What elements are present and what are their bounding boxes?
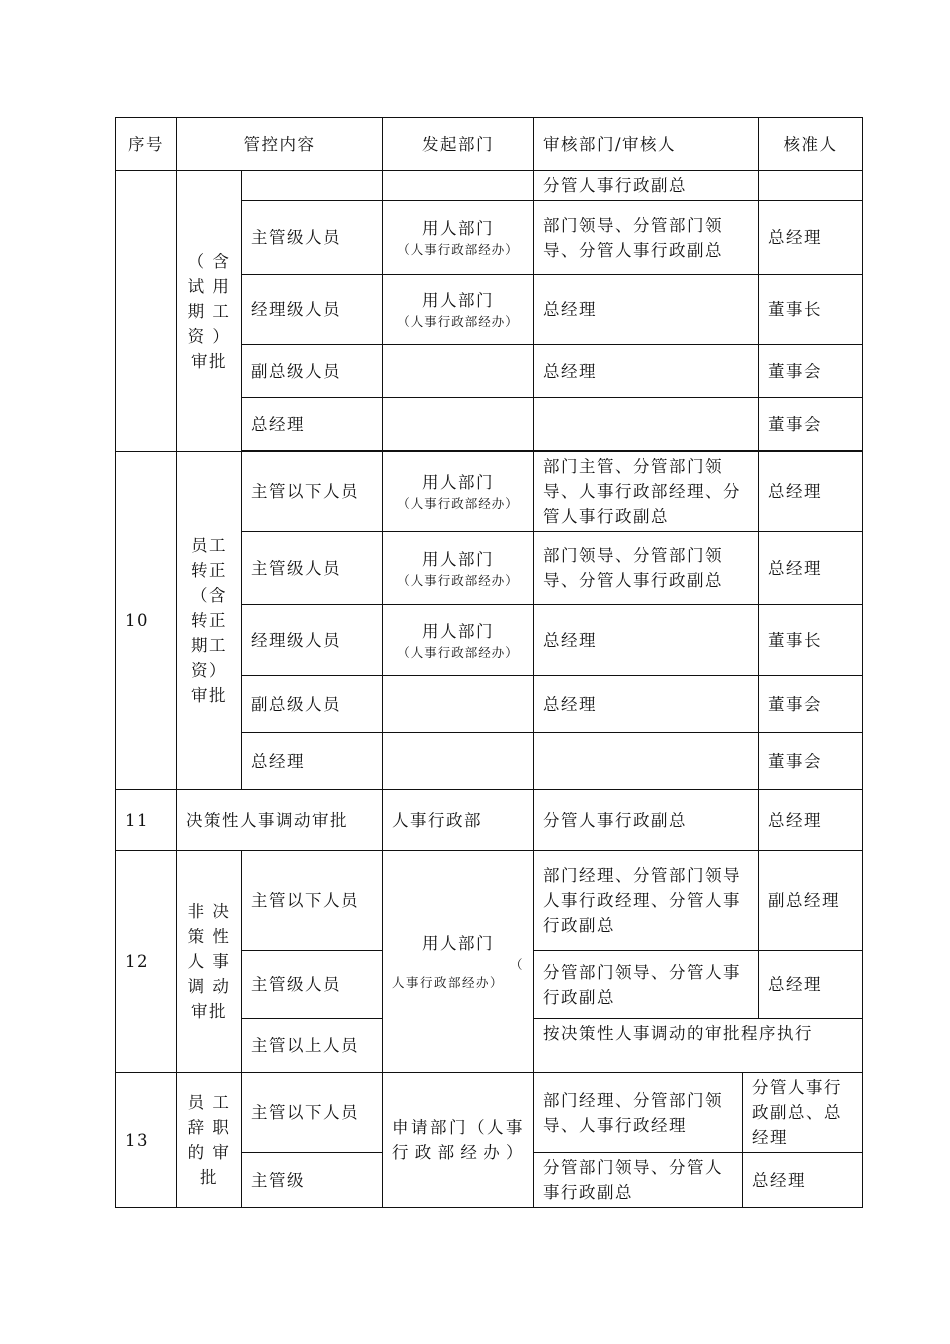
initiator-cell: 人事行政部 [383, 790, 534, 851]
initiator-cell [383, 733, 534, 790]
table-row [116, 1073, 863, 1153]
approver-cell: 总经理 [759, 532, 863, 605]
approver-cell: 总经理 [759, 201, 863, 275]
approver-cell: 董事会 [759, 733, 863, 790]
initiator-cell [383, 398, 534, 451]
seq-cell: 10 [116, 452, 177, 790]
reviewer-cell [534, 733, 759, 790]
table-row [116, 851, 863, 951]
reviewer-cell: 部门经理、分管部门领导人事行政经理、分管人事行政副总 [534, 851, 759, 951]
level-cell [242, 171, 383, 201]
reviewer-cell: 总经理 [534, 676, 759, 733]
reviewer-cell: 分管部门领导、分管人事行政副总 [534, 1153, 743, 1208]
header-reviewer: 审核部门/审核人 [534, 118, 759, 171]
reviewer-cell: 部门领导、分管部门领导、分管人事行政副总 [534, 532, 759, 605]
initiator-cell [383, 676, 534, 733]
approver-cell: 总经理 [759, 951, 863, 1019]
initiator-cell: 用人部门 （人事行政部经办） [383, 532, 534, 605]
level-cell: 主管以下人员 [242, 851, 383, 951]
approver-cell: 董事长 [759, 275, 863, 345]
reviewer-cell: 部门领导、分管部门领导、分管人事行政副总 [534, 201, 759, 275]
reviewer-cell: 按决策性人事调动的审批程序执行 [534, 1019, 863, 1073]
level-cell: 主管以上人员 [242, 1019, 383, 1073]
category-cell: 决策性人事调动审批 [177, 790, 383, 851]
level-cell: 副总级人员 [242, 345, 383, 398]
approver-cell: 董事长 [759, 605, 863, 676]
approver-cell [759, 171, 863, 201]
level-cell: 经理级人员 [242, 275, 383, 345]
reviewer-cell: 分管人事行政副总 [534, 790, 759, 851]
reviewer-cell: 总经理 [534, 275, 759, 345]
approver-cell: 董事会 [759, 676, 863, 733]
table-row [116, 452, 863, 532]
level-cell: 主管以下人员 [242, 452, 383, 532]
level-cell: 主管级人员 [242, 532, 383, 605]
reviewer-cell: 部门经理、分管部门领导、人事行政经理 [534, 1073, 743, 1153]
initiator-cell: 用人部门 （人事行政部经办） [383, 275, 534, 345]
initiator-cell [383, 345, 534, 398]
header-seq: 序号 [116, 118, 177, 171]
initiator-cell: 申请部门（人事行政部经办） [383, 1073, 534, 1208]
approver-cell: 副总经理 [759, 851, 863, 951]
approver-cell: 总经理 [743, 1153, 863, 1208]
table-row [116, 790, 863, 851]
approval-control-table [115, 117, 863, 1208]
seq-cell: 12 [116, 851, 177, 1073]
approver-cell: 总经理 [759, 790, 863, 851]
level-cell: 经理级人员 [242, 605, 383, 676]
header-initiator: 发起部门 [383, 118, 534, 171]
approver-cell: 总经理 [759, 452, 863, 532]
level-cell: 主管级 [242, 1153, 383, 1208]
reviewer-cell: 总经理 [534, 605, 759, 676]
header-control: 管控内容 [177, 118, 383, 171]
initiator-cell [383, 171, 534, 201]
reviewer-cell: 分管人事行政副总 [534, 171, 759, 201]
reviewer-cell [534, 398, 759, 451]
initiator-cell: 用人部门 （人事行政部经办） [383, 605, 534, 676]
seq-cell [116, 171, 177, 452]
table-row [116, 171, 863, 201]
level-cell: 主管以下人员 [242, 1073, 383, 1153]
approver-cell: 分管人事行政副总、总经理 [743, 1073, 863, 1153]
category-cell: 非 决 策 性 人 事 调 动 审批 [177, 851, 242, 1073]
reviewer-cell: 分管部门领导、分管人事行政副总 [534, 951, 759, 1019]
reviewer-cell: 部门主管、分管部门领导、人事行政部经理、分管人事行政副总 [534, 452, 759, 532]
reviewer-cell: 总经理 [534, 345, 759, 398]
level-cell: 总经理 [242, 733, 383, 790]
seq-cell: 13 [116, 1073, 177, 1208]
category-cell: 员工 转正 （含 转正 期工 资） 审批 [177, 452, 242, 790]
header-approver: 核准人 [759, 118, 863, 171]
category-cell: （ 含 试 用 期 工 资 ） 审批 [177, 171, 242, 452]
initiator-cell: 用人部门 （人事行政部经办） [383, 452, 534, 532]
category-cell: 员 工 辞 职 的 审 批 [177, 1073, 242, 1208]
seq-cell: 11 [116, 790, 177, 851]
level-cell: 主管级人员 [242, 201, 383, 275]
initiator-cell: 用人部门 （ 人事行政部经办） [383, 851, 534, 1073]
level-cell: 副总级人员 [242, 676, 383, 733]
approver-cell: 董事会 [759, 398, 863, 451]
header-row [116, 118, 863, 171]
approver-cell: 董事会 [759, 345, 863, 398]
level-cell: 总经理 [242, 398, 383, 451]
level-cell: 主管级人员 [242, 951, 383, 1019]
initiator-cell: 用人部门 （人事行政部经办） [383, 201, 534, 275]
